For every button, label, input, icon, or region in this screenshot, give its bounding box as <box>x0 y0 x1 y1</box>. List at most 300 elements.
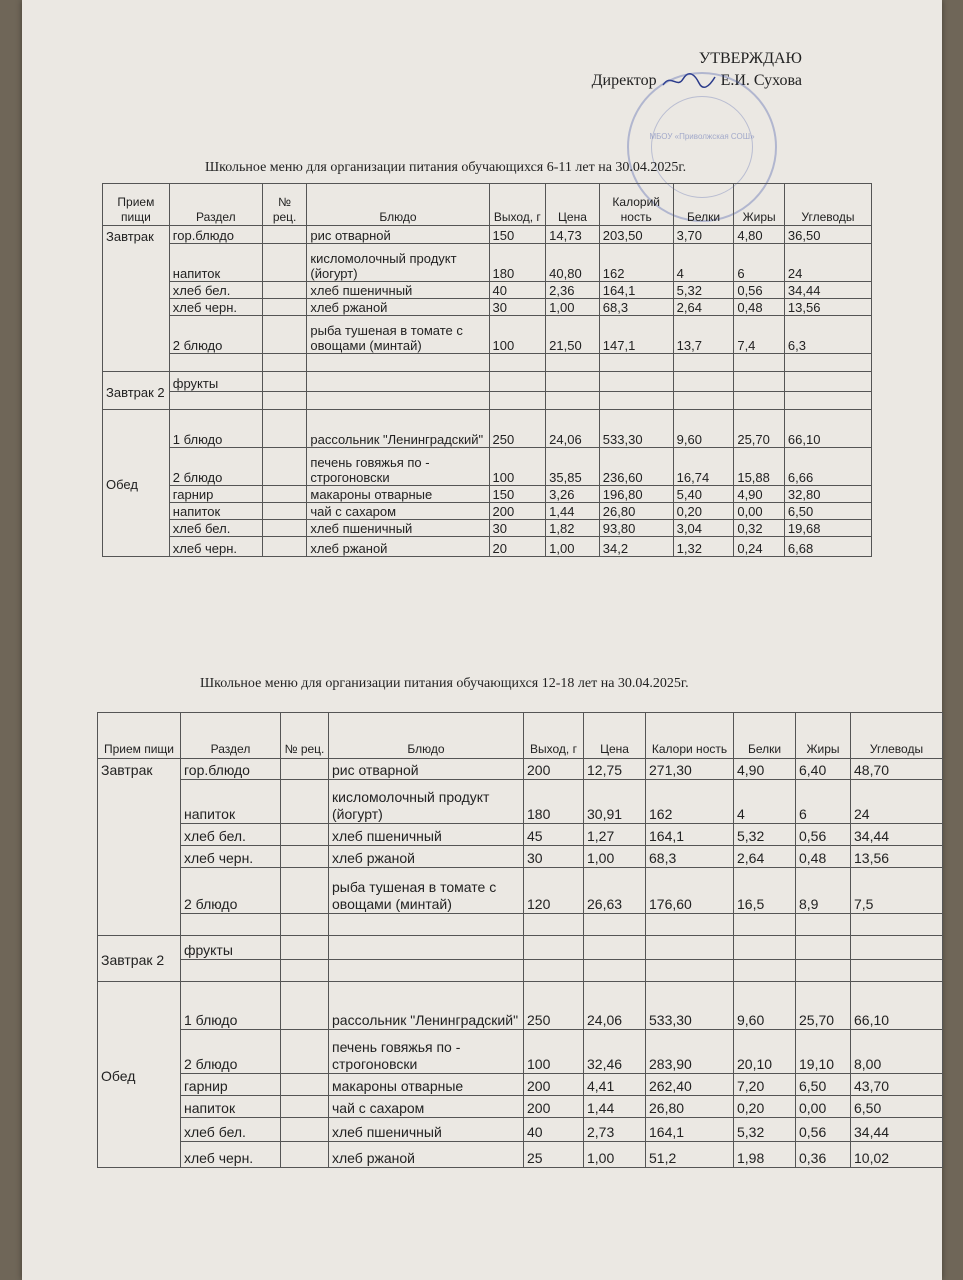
cell-price: 3,26 <box>546 486 600 503</box>
cell-section: 2 блюдо <box>181 1030 281 1074</box>
cell-calories: 533,30 <box>646 982 734 1030</box>
column-header-dish: Блюдо <box>307 184 489 226</box>
empty-cell <box>524 914 584 936</box>
cell-portion: 25 <box>524 1142 584 1168</box>
cell-dish: чай с сахаром <box>307 503 489 520</box>
cell-recipe-number <box>281 982 329 1030</box>
menu2-title: Школьное меню для организации питания обучающихся 12-18 лет на 30.04.2025г. <box>200 676 689 691</box>
cell-price: 32,46 <box>584 1030 646 1074</box>
menu2-table <box>97 712 943 1168</box>
cell-dish: рассольник "Ленинградский" <box>329 982 524 1030</box>
empty-cell <box>734 392 785 410</box>
empty-cell <box>851 960 943 982</box>
approval-name: Е.И. Сухова <box>720 72 802 89</box>
cell-price: 1,00 <box>546 299 600 316</box>
table-row <box>103 299 872 316</box>
cell-dish: рыба тушеная в томате с овощами (минтай) <box>329 868 524 914</box>
cell-dish: рассольник "Ленинградский" <box>307 410 489 448</box>
table-row <box>103 392 872 410</box>
cell-price: 40,80 <box>546 244 600 282</box>
cell-section: напиток <box>181 780 281 824</box>
cell-portion: 45 <box>524 824 584 846</box>
cell-fat: 7,4 <box>734 316 785 354</box>
cell-dish: печень говяжья по - строгоновски <box>329 1030 524 1074</box>
cell-fat: 6 <box>734 244 785 282</box>
empty-cell <box>307 392 489 410</box>
column-header-protein: Белки <box>673 184 734 226</box>
cell-fat: 6 <box>796 780 851 824</box>
cell-protein: 13,7 <box>673 316 734 354</box>
cell-recipe-number <box>281 846 329 868</box>
cell-section: хлеб черн. <box>181 846 281 868</box>
cell-dish: печень говяжья по - строгоновски <box>307 448 489 486</box>
cell-portion: 40 <box>524 1118 584 1142</box>
empty-cell <box>584 914 646 936</box>
cell-recipe-number <box>262 226 307 244</box>
cell-fat: 4,80 <box>734 226 785 244</box>
cell-protein: 7,20 <box>734 1074 796 1096</box>
cell-recipe-number <box>281 824 329 846</box>
cell-dish: кисломолочный продукт (йогурт) <box>329 780 524 824</box>
cell-recipe-number <box>281 1096 329 1118</box>
cell-price: 2,36 <box>546 282 600 299</box>
column-header-fat: Жиры <box>734 184 785 226</box>
cell-dish: рис отварной <box>307 226 489 244</box>
cell-protein: 2,64 <box>734 846 796 868</box>
cell-carbs: 13,56 <box>784 299 871 316</box>
cell-dish: хлеб ржаной <box>329 846 524 868</box>
meal-label: Завтрак <box>98 759 181 936</box>
empty-cell <box>181 960 281 982</box>
cell-section: гарнир <box>181 1074 281 1096</box>
cell-price: 1,82 <box>546 520 600 537</box>
table-row <box>103 486 872 503</box>
cell-fat: 0,56 <box>796 1118 851 1142</box>
empty-cell <box>329 936 524 960</box>
empty-cell <box>262 372 307 392</box>
cell-protein: 9,60 <box>734 982 796 1030</box>
cell-carbs: 6,50 <box>851 1096 943 1118</box>
table-row <box>98 982 943 1030</box>
empty-cell <box>851 936 943 960</box>
cell-protein: 5,32 <box>734 1118 796 1142</box>
cell-calories: 262,40 <box>646 1074 734 1096</box>
cell-price: 24,06 <box>546 410 600 448</box>
cell-section: хлеб черн. <box>169 537 262 557</box>
cell-protein: 16,5 <box>734 868 796 914</box>
cell-dish: хлеб ржаной <box>329 1142 524 1168</box>
table-row <box>98 759 943 780</box>
empty-cell <box>262 392 307 410</box>
empty-cell <box>599 372 673 392</box>
cell-portion: 180 <box>489 244 546 282</box>
cell-fat: 4,90 <box>734 486 785 503</box>
cell-carbs: 66,10 <box>784 410 871 448</box>
cell-dish: макароны отварные <box>307 486 489 503</box>
empty-cell <box>329 914 524 936</box>
empty-cell <box>673 354 734 372</box>
cell-section: 2 блюдо <box>169 448 262 486</box>
cell-price: 26,63 <box>584 868 646 914</box>
cell-calories: 68,3 <box>599 299 673 316</box>
cell-price: 1,44 <box>584 1096 646 1118</box>
column-header-meal: Прием пищи <box>103 184 170 226</box>
cell-portion: 100 <box>489 316 546 354</box>
cell-dish: хлеб пшеничный <box>329 1118 524 1142</box>
cell-calories: 51,2 <box>646 1142 734 1168</box>
cell-fat: 0,48 <box>796 846 851 868</box>
cell-dish: чай с сахаром <box>329 1096 524 1118</box>
empty-cell <box>734 914 796 936</box>
cell-dish: макароны отварные <box>329 1074 524 1096</box>
cell-carbs: 6,68 <box>784 537 871 557</box>
column-header-calories: Калорий ность <box>599 184 673 226</box>
cell-recipe-number <box>262 299 307 316</box>
cell-price: 1,00 <box>584 846 646 868</box>
cell-section: хлеб бел. <box>169 520 262 537</box>
cell-portion: 200 <box>489 503 546 520</box>
table-row <box>103 372 872 392</box>
cell-recipe-number <box>262 282 307 299</box>
meal-label: Обед <box>98 982 181 1168</box>
cell-protein: 5,40 <box>673 486 734 503</box>
column-header-meal: Прием пищи <box>98 713 181 759</box>
cell-calories: 68,3 <box>646 846 734 868</box>
cell-price: 35,85 <box>546 448 600 486</box>
column-header-calories: Калори ность <box>646 713 734 759</box>
cell-portion: 150 <box>489 226 546 244</box>
cell-price: 1,44 <box>546 503 600 520</box>
cell-calories: 164,1 <box>646 824 734 846</box>
cell-portion: 250 <box>489 410 546 448</box>
table-row <box>98 868 943 914</box>
cell-fat: 0,56 <box>734 282 785 299</box>
cell-carbs: 66,10 <box>851 982 943 1030</box>
cell-dish: хлеб пшеничный <box>307 520 489 537</box>
cell-recipe-number <box>262 486 307 503</box>
empty-cell <box>734 960 796 982</box>
empty-cell <box>169 354 262 372</box>
empty-cell <box>584 960 646 982</box>
empty-cell <box>307 372 489 392</box>
document-page <box>22 0 942 1280</box>
meal-label: Завтрак 2 <box>103 372 170 410</box>
column-header-portion: Выход, г <box>489 184 546 226</box>
cell-calories: 271,30 <box>646 759 734 780</box>
cell-section: хлеб бел. <box>169 282 262 299</box>
cell-section: хлеб черн. <box>169 299 262 316</box>
empty-cell <box>546 354 600 372</box>
cell-calories: 236,60 <box>599 448 673 486</box>
cell-recipe-number <box>281 868 329 914</box>
empty-cell <box>646 936 734 960</box>
column-header-section: Раздел <box>181 713 281 759</box>
cell-carbs: 13,56 <box>851 846 943 868</box>
empty-cell <box>796 960 851 982</box>
cell-protein: 5,32 <box>734 824 796 846</box>
cell-portion: 40 <box>489 282 546 299</box>
cell-section: хлеб черн. <box>181 1142 281 1168</box>
cell-calories: 147,1 <box>599 316 673 354</box>
cell-price: 1,00 <box>584 1142 646 1168</box>
table-row <box>98 1118 943 1142</box>
cell-carbs: 6,50 <box>784 503 871 520</box>
cell-section: 2 блюдо <box>181 868 281 914</box>
cell-recipe-number <box>262 244 307 282</box>
cell-recipe-number <box>281 1118 329 1142</box>
column-header-portion: Выход, г <box>524 713 584 759</box>
table-row <box>103 520 872 537</box>
cell-portion: 200 <box>524 1074 584 1096</box>
cell-recipe-number <box>281 1030 329 1074</box>
empty-cell <box>524 936 584 960</box>
cell-carbs: 6,3 <box>784 316 871 354</box>
cell-section: напиток <box>169 244 262 282</box>
meal-label: Обед <box>103 410 170 557</box>
empty-cell <box>524 960 584 982</box>
column-header-section: Раздел <box>169 184 262 226</box>
cell-section: гор.блюдо <box>169 226 262 244</box>
table-row <box>103 537 872 557</box>
empty-cell <box>784 354 871 372</box>
cell-portion: 180 <box>524 780 584 824</box>
cell-portion: 20 <box>489 537 546 557</box>
cell-portion: 30 <box>489 520 546 537</box>
cell-fat: 0,56 <box>796 824 851 846</box>
cell-recipe-number <box>281 1142 329 1168</box>
cell-calories: 26,80 <box>599 503 673 520</box>
cell-portion: 200 <box>524 759 584 780</box>
cell-portion: 200 <box>524 1096 584 1118</box>
cell-fat: 25,70 <box>734 410 785 448</box>
cell-calories: 26,80 <box>646 1096 734 1118</box>
cell-price: 14,73 <box>546 226 600 244</box>
approval-position: Директор <box>591 72 657 89</box>
cell-carbs: 36,50 <box>784 226 871 244</box>
empty-cell <box>646 960 734 982</box>
cell-fat: 15,88 <box>734 448 785 486</box>
cell-calories: 176,60 <box>646 868 734 914</box>
cell-fat: 6,50 <box>796 1074 851 1096</box>
column-header-recipe-number: № рец. <box>262 184 307 226</box>
table-row <box>98 1096 943 1118</box>
cell-fat: 0,36 <box>796 1142 851 1168</box>
cell-protein: 4,90 <box>734 759 796 780</box>
empty-cell <box>673 372 734 392</box>
cell-recipe-number <box>262 503 307 520</box>
cell-dish: кисломолочный продукт (йогурт) <box>307 244 489 282</box>
table-row <box>98 824 943 846</box>
column-header-protein: Белки <box>734 713 796 759</box>
empty-cell <box>599 354 673 372</box>
cell-portion: 100 <box>524 1030 584 1074</box>
cell-calories: 203,50 <box>599 226 673 244</box>
cell-protein: 1,32 <box>673 537 734 557</box>
empty-cell <box>281 914 329 936</box>
cell-section: фрукты <box>169 372 262 392</box>
empty-cell <box>262 354 307 372</box>
meal-label: Завтрак <box>103 226 170 372</box>
cell-section: гор.блюдо <box>181 759 281 780</box>
empty-cell <box>796 914 851 936</box>
cell-price: 30,91 <box>584 780 646 824</box>
cell-protein: 5,32 <box>673 282 734 299</box>
column-header-carbs: Углеводы <box>784 184 871 226</box>
empty-cell <box>734 354 785 372</box>
cell-section: хлеб бел. <box>181 824 281 846</box>
cell-calories: 196,80 <box>599 486 673 503</box>
cell-recipe-number <box>262 316 307 354</box>
cell-section: гарнир <box>169 486 262 503</box>
menu1-title: Школьное меню для организации питания обучающихся 6-11 лет на 30.04.2025г. <box>205 160 687 175</box>
cell-dish: хлеб пшеничный <box>329 824 524 846</box>
cell-carbs: 8,00 <box>851 1030 943 1074</box>
cell-fat: 8,9 <box>796 868 851 914</box>
cell-protein: 9,60 <box>673 410 734 448</box>
menu1-table <box>102 183 872 557</box>
table-row <box>103 410 872 448</box>
cell-fat: 0,00 <box>796 1096 851 1118</box>
cell-calories: 164,1 <box>646 1118 734 1142</box>
cell-fat: 6,40 <box>796 759 851 780</box>
cell-dish: хлеб ржаной <box>307 537 489 557</box>
cell-protein: 3,04 <box>673 520 734 537</box>
empty-cell <box>307 354 489 372</box>
cell-carbs: 34,44 <box>851 824 943 846</box>
cell-calories: 162 <box>646 780 734 824</box>
cell-protein: 16,74 <box>673 448 734 486</box>
empty-cell <box>489 392 546 410</box>
cell-carbs: 24 <box>851 780 943 824</box>
cell-carbs: 48,70 <box>851 759 943 780</box>
cell-carbs: 6,66 <box>784 448 871 486</box>
column-header-recipe-number: № рец. <box>281 713 329 759</box>
table-row <box>103 282 872 299</box>
cell-protein: 4 <box>734 780 796 824</box>
cell-recipe-number <box>281 1074 329 1096</box>
approval-heading: УТВЕРЖДАЮ <box>698 50 802 67</box>
table-row <box>98 780 943 824</box>
cell-recipe-number <box>262 537 307 557</box>
empty-cell <box>546 372 600 392</box>
empty-cell <box>796 936 851 960</box>
table-row <box>98 1030 943 1074</box>
cell-carbs: 10,02 <box>851 1142 943 1168</box>
cell-portion: 30 <box>489 299 546 316</box>
table-row <box>103 503 872 520</box>
cell-portion: 30 <box>524 846 584 868</box>
empty-cell <box>281 960 329 982</box>
cell-recipe-number <box>262 448 307 486</box>
cell-dish: хлеб ржаной <box>307 299 489 316</box>
cell-price: 4,41 <box>584 1074 646 1096</box>
cell-calories: 162 <box>599 244 673 282</box>
cell-carbs: 43,70 <box>851 1074 943 1096</box>
empty-cell <box>281 936 329 960</box>
cell-carbs: 34,44 <box>851 1118 943 1142</box>
empty-cell <box>181 914 281 936</box>
stamp-text: МБОУ «Приволжская СОШ» <box>649 132 755 141</box>
cell-portion: 250 <box>524 982 584 1030</box>
empty-cell <box>546 392 600 410</box>
cell-section: фрукты <box>181 936 281 960</box>
table-row <box>98 960 943 982</box>
empty-cell <box>646 914 734 936</box>
cell-section: напиток <box>169 503 262 520</box>
cell-carbs: 7,5 <box>851 868 943 914</box>
cell-fat: 25,70 <box>796 982 851 1030</box>
cell-section: 1 блюдо <box>181 982 281 1030</box>
cell-section: хлеб бел. <box>181 1118 281 1142</box>
table-row <box>98 846 943 868</box>
cell-dish: рис отварной <box>329 759 524 780</box>
column-header-price: Цена <box>546 184 600 226</box>
cell-price: 1,00 <box>546 537 600 557</box>
column-header-dish: Блюдо <box>329 713 524 759</box>
cell-calories: 34,2 <box>599 537 673 557</box>
table-row <box>103 354 872 372</box>
table-row <box>98 914 943 936</box>
cell-price: 1,27 <box>584 824 646 846</box>
column-header-price: Цена <box>584 713 646 759</box>
cell-recipe-number <box>281 780 329 824</box>
cell-fat: 19,10 <box>796 1030 851 1074</box>
table-row <box>103 448 872 486</box>
empty-cell <box>584 936 646 960</box>
cell-section: 1 блюдо <box>169 410 262 448</box>
cell-fat: 0,00 <box>734 503 785 520</box>
cell-protein: 20,10 <box>734 1030 796 1074</box>
cell-section: 2 блюдо <box>169 316 262 354</box>
cell-protein: 0,20 <box>673 503 734 520</box>
table-row <box>103 316 872 354</box>
empty-cell <box>734 372 785 392</box>
cell-calories: 533,30 <box>599 410 673 448</box>
cell-section: напиток <box>181 1096 281 1118</box>
cell-carbs: 34,44 <box>784 282 871 299</box>
cell-price: 12,75 <box>584 759 646 780</box>
cell-fat: 0,32 <box>734 520 785 537</box>
empty-cell <box>784 392 871 410</box>
table-row <box>98 1074 943 1096</box>
cell-fat: 0,24 <box>734 537 785 557</box>
empty-cell <box>734 936 796 960</box>
meal-label: Завтрак 2 <box>98 936 181 982</box>
cell-dish: рыба тушеная в томате с овощами (минтай) <box>307 316 489 354</box>
cell-protein: 0,20 <box>734 1096 796 1118</box>
empty-cell <box>329 960 524 982</box>
column-header-carbs: Углеводы <box>851 713 943 759</box>
table-row <box>103 226 872 244</box>
table-row <box>103 244 872 282</box>
cell-recipe-number <box>281 759 329 780</box>
empty-cell <box>784 372 871 392</box>
cell-portion: 120 <box>524 868 584 914</box>
empty-cell <box>489 372 546 392</box>
empty-cell <box>851 914 943 936</box>
column-header-fat: Жиры <box>796 713 851 759</box>
cell-portion: 150 <box>489 486 546 503</box>
cell-protein: 2,64 <box>673 299 734 316</box>
cell-fat: 0,48 <box>734 299 785 316</box>
empty-cell <box>169 392 262 410</box>
table-row <box>98 936 943 960</box>
cell-recipe-number <box>262 410 307 448</box>
cell-protein: 3,70 <box>673 226 734 244</box>
cell-price: 24,06 <box>584 982 646 1030</box>
cell-carbs: 19,68 <box>784 520 871 537</box>
cell-calories: 93,80 <box>599 520 673 537</box>
